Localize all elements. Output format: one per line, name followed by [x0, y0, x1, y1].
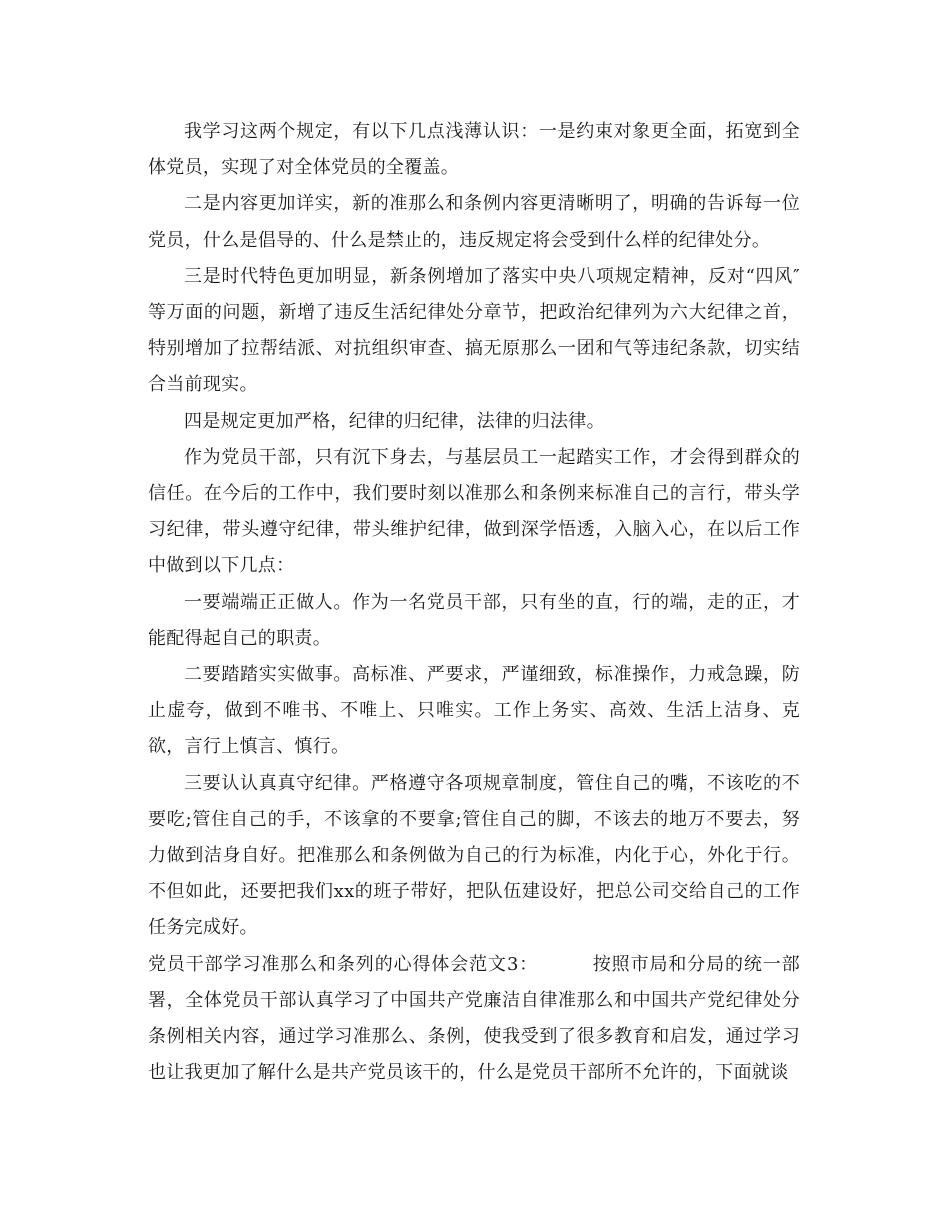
document-body — [148, 114, 800, 1091]
paragraph-2: 二是内容更加详实，新的准那么和条例内容更清晰明了，明确的告诉每一位党员，什么是倡导的、什么是禁止的，违反规定将会受到什么样的纪律处分。 — [148, 193, 800, 251]
paragraph-8: 三要认认真真守纪律。严格遵守各项规章制度，管住自己的嘴，不该吃的不要吃;管住自己的手，不该拿的不要拿;管住自己的脚，不该去的地万不要去，努力做到洁身自好。把准那么和条例做为自己的行为标准，内化于心，外化于行。不但如此，还要把我们xx的班子带好，把队伍建设好，把总公司交给自己的工作任务完成好。 — [148, 772, 800, 939]
paragraph-1: 我学习这两个规定，有以下几点浅薄认识：一是约束对象更全面，拓宽到全体党员，实现了对全体党员的全覆盖。 — [148, 121, 800, 179]
section-lead: 按照市局和分局的统一部署，全体党员干部认真学习了中国共产党廉洁自律准那么和中国共产党纪律处分条例相关内容，通过学习准那么、条例，使我受到了很多教育和启发，通过学习也让我更加了解什么是共产党员该干的，什么是党员干部所不允许的，下面就谈 — [148, 953, 800, 1084]
section-block — [148, 947, 800, 1092]
paragraph-6: 一要端端正正做人。作为一名党员干部，只有坐的直，行的端，走的正，才能配得起自己的职责。 — [148, 591, 800, 649]
paragraph-4: 四是规定更加严格，纪律的归纪律，法律的归法律。 — [184, 410, 605, 432]
paragraph-3: 三是时代特色更加明显，新条例增加了落实中央八项规定精神，反对“四风″等万面的问题，新增了违反生活纪律处分章节，把政治纪律列为六大纪律之首，特别增加了拉帮结派、对抗组织审查、搞无原那么一团和气等违纪条款，切实结合当前现实。 — [148, 265, 800, 396]
paragraph-5: 作为党员干部，只有沉下身去，与基层员工一起踏实工作，才会得到群众的信任。在今后的工作中，我们要时刻以准那么和条例来标准自己的言行，带头学习纪律，带头遵守纪律，带头维护纪律，做到深学悟透，入脑入心，在以后工作中做到以下几点： — [148, 446, 800, 577]
paragraph-7: 二要踏踏实实做事。高标准、严要求，严谨细致，标准操作，力戒急躁，防止虚夸，做到不唯书、不唯上、只唯实。工作上务实、高效、生活上洁身、克欲，言行上慎言、慎行。 — [148, 664, 800, 758]
section-title: 党员干部学习准那么和条列的心得体会范文3： — [148, 953, 539, 975]
